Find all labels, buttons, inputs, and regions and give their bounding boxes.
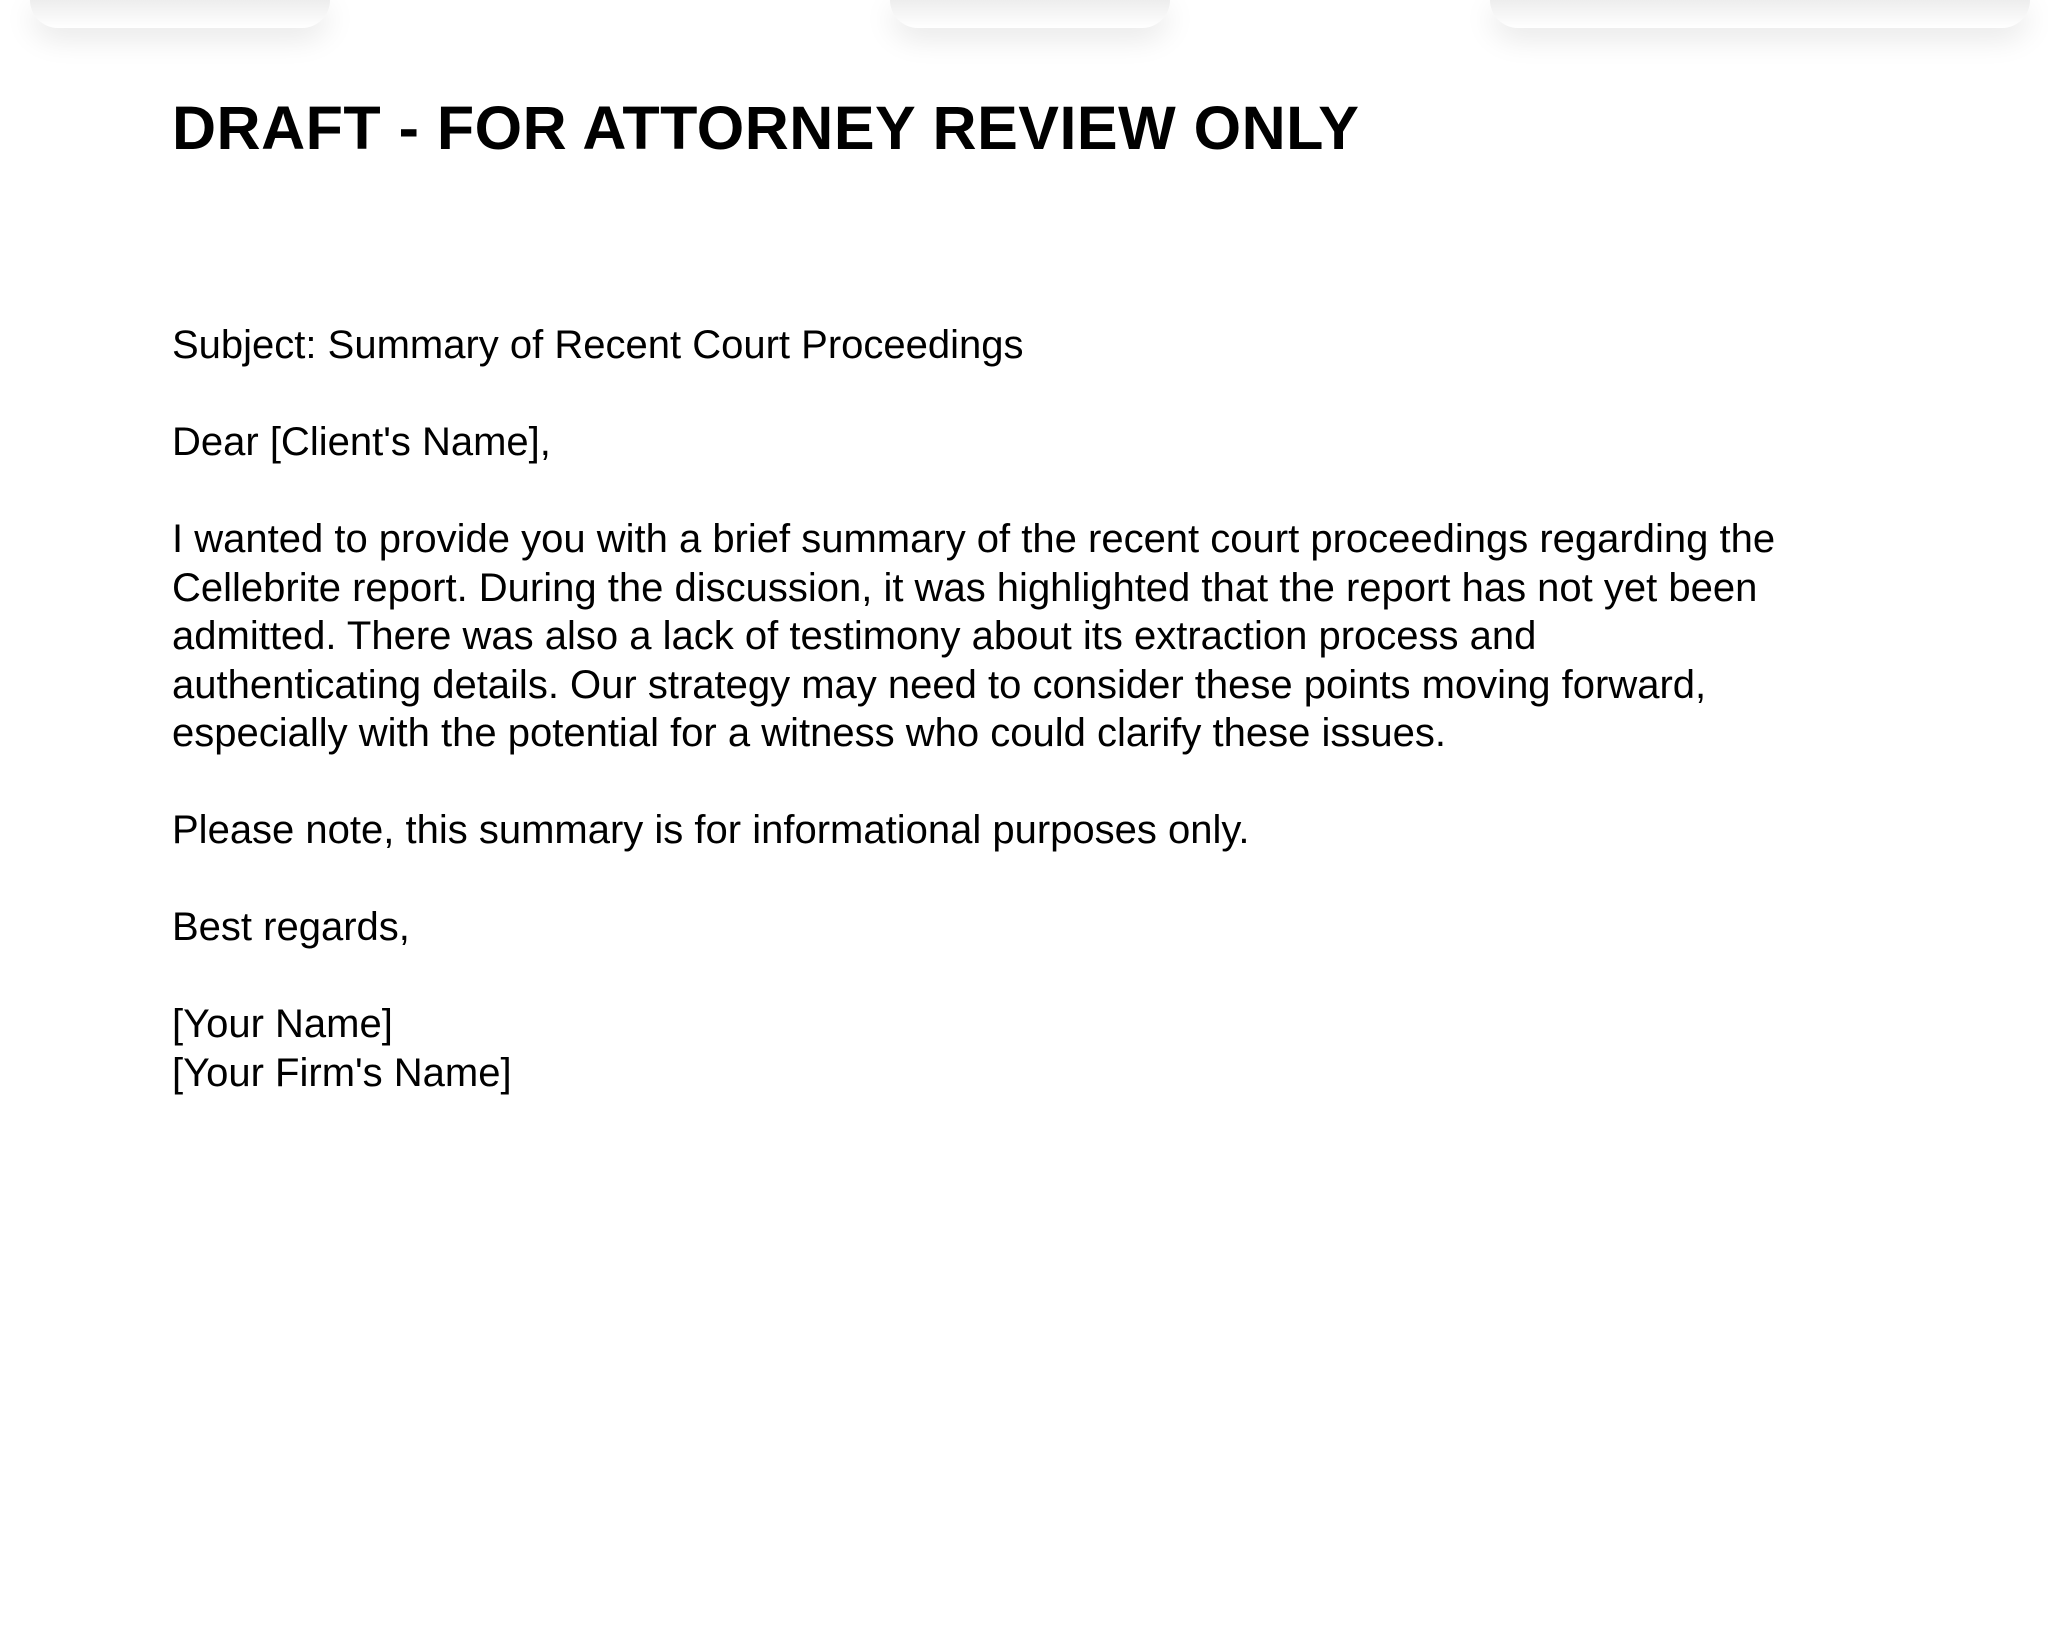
signature-block xyxy=(172,1000,1932,1097)
summary-paragraph xyxy=(172,515,1932,758)
paragraph-line: authenticating details. Our strategy may need to consider these points moving forward, xyxy=(172,662,1707,707)
document-page xyxy=(172,0,1932,1637)
closing: Best regards, xyxy=(172,905,410,949)
document-title: DRAFT - FOR ATTORNEY REVIEW ONLY xyxy=(172,94,1360,162)
paragraph-line: especially with the potential for a witness who could clarify these issues. xyxy=(172,711,1446,755)
paragraph-line: Cellebrite report. During the discussion, it was highlighted that the report has not yet been xyxy=(172,565,1758,610)
paragraph-line: admitted. There was also a lack of testimony about its extraction process and xyxy=(172,614,1537,658)
subject-line: Subject: Summary of Recent Court Proceedings xyxy=(172,323,1024,367)
signature-firm: [Your Firm's Name] xyxy=(172,1050,512,1095)
signature-name: [Your Name] xyxy=(172,1002,393,1046)
salutation: Dear [Client's Name], xyxy=(172,420,551,464)
disclaimer-note: Please note, this summary is for informational purposes only. xyxy=(172,808,1250,852)
paragraph-line: I wanted to provide you with a brief summary of the recent court proceedings regarding the xyxy=(172,517,1776,561)
letter-body xyxy=(172,321,1932,1097)
